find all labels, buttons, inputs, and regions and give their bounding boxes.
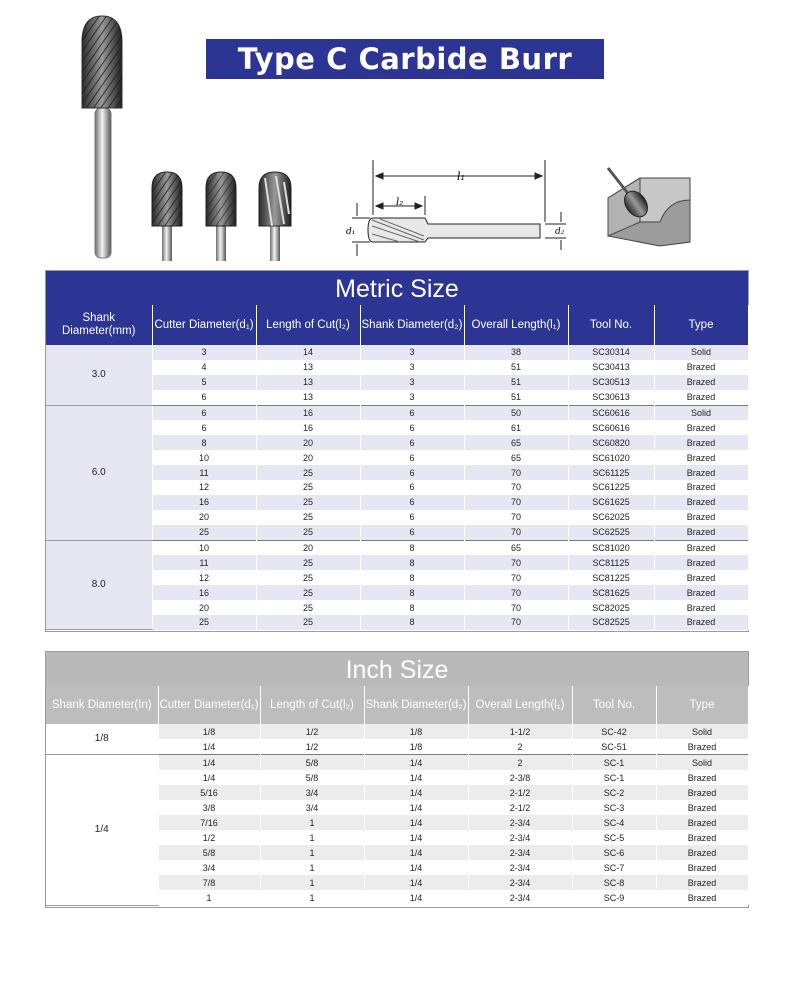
table-cell: 2-3/4 bbox=[468, 875, 572, 890]
table-cell: 25 bbox=[256, 495, 360, 510]
table-cell: 1 bbox=[260, 860, 364, 875]
table-cell: 6 bbox=[360, 480, 464, 495]
table-cell: 3/4 bbox=[260, 800, 364, 815]
table-row bbox=[46, 465, 748, 480]
table-cell: SC61225 bbox=[568, 480, 654, 495]
table-cell: 6 bbox=[152, 390, 256, 405]
table-row bbox=[46, 450, 748, 465]
table-cell: 6 bbox=[360, 465, 464, 480]
table-cell: 12 bbox=[152, 480, 256, 495]
table-cell: 1 bbox=[260, 830, 364, 845]
table-cell: 2-3/4 bbox=[468, 845, 572, 860]
table-cell: SC60820 bbox=[568, 435, 654, 450]
metric-table-title: Metric Size bbox=[46, 271, 748, 305]
table-cell: Brazed bbox=[654, 525, 748, 540]
table-cell: 50 bbox=[464, 405, 568, 420]
table-cell: 8 bbox=[360, 570, 464, 585]
table-cell: 2-1/2 bbox=[468, 785, 572, 800]
table-cell: 70 bbox=[464, 495, 568, 510]
table-cell: 25 bbox=[256, 465, 360, 480]
inch-header-6: Type bbox=[656, 686, 748, 724]
table-cell: 13 bbox=[256, 375, 360, 390]
page-title: Type C Carbide Burr bbox=[206, 39, 604, 79]
table-cell: 2-3/4 bbox=[468, 830, 572, 845]
shank-group-cell: 1/8 bbox=[46, 724, 158, 755]
table-cell: 1/2 bbox=[260, 739, 364, 755]
metric-header-5: Tool No. bbox=[568, 305, 654, 345]
table-cell: 70 bbox=[464, 570, 568, 585]
inch-size-table bbox=[45, 651, 749, 908]
table-cell: 8 bbox=[360, 540, 464, 555]
table-row bbox=[46, 345, 748, 360]
table-cell: 1 bbox=[260, 890, 364, 905]
table-cell: Brazed bbox=[654, 585, 748, 600]
table-cell: 25 bbox=[152, 615, 256, 630]
table-cell: 1 bbox=[260, 875, 364, 890]
table-cell: Brazed bbox=[654, 435, 748, 450]
table-cell: SC81125 bbox=[568, 555, 654, 570]
table-cell: SC62025 bbox=[568, 510, 654, 525]
table-row bbox=[46, 555, 748, 570]
table-cell: Brazed bbox=[654, 570, 748, 585]
shank-group-cell: 8.0 bbox=[46, 540, 152, 630]
table-row bbox=[46, 375, 748, 390]
table-cell: 1/4 bbox=[364, 830, 468, 845]
table-cell: 1/4 bbox=[364, 845, 468, 860]
table-row bbox=[46, 435, 748, 450]
table-cell: 1/4 bbox=[158, 755, 260, 771]
metric-header-6: Type bbox=[654, 305, 748, 345]
table-cell: 8 bbox=[360, 615, 464, 630]
table-cell: SC-6 bbox=[572, 845, 656, 860]
table-cell: Brazed bbox=[654, 420, 748, 435]
table-cell: 3 bbox=[360, 390, 464, 405]
metric-size-table bbox=[45, 270, 749, 632]
table-cell: 51 bbox=[464, 360, 568, 375]
table-cell: 5 bbox=[152, 375, 256, 390]
table-row bbox=[46, 405, 748, 420]
table-row bbox=[46, 585, 748, 600]
table-row bbox=[46, 570, 748, 585]
label-l2: l₂ bbox=[396, 197, 404, 208]
table-cell: Brazed bbox=[654, 615, 748, 630]
table-cell: 1/4 bbox=[364, 875, 468, 890]
table-cell: 1/4 bbox=[364, 890, 468, 905]
table-row bbox=[46, 420, 748, 435]
table-cell: Brazed bbox=[654, 480, 748, 495]
table-cell: SC30413 bbox=[568, 360, 654, 375]
table-cell: SC-5 bbox=[572, 830, 656, 845]
table-cell: 61 bbox=[464, 420, 568, 435]
table-cell: SC-4 bbox=[572, 815, 656, 830]
table-row bbox=[46, 600, 748, 615]
inch-header-1: Cutter Diameter(d₁) bbox=[158, 686, 260, 724]
table-cell: 8 bbox=[152, 435, 256, 450]
table-row bbox=[46, 495, 748, 510]
table-cell: 70 bbox=[464, 465, 568, 480]
table-cell: SC30314 bbox=[568, 345, 654, 360]
table-cell: 1/4 bbox=[364, 800, 468, 815]
table-cell: 6 bbox=[360, 435, 464, 450]
table-row bbox=[46, 480, 748, 495]
table-cell: SC-1 bbox=[572, 770, 656, 785]
table-cell: Brazed bbox=[654, 465, 748, 480]
table-cell: 3 bbox=[360, 345, 464, 360]
table-cell: 38 bbox=[464, 345, 568, 360]
inch-header-3: Shank Diameter(d₂) bbox=[364, 686, 468, 724]
table-cell: 51 bbox=[464, 375, 568, 390]
table-cell: 6 bbox=[360, 495, 464, 510]
table-cell: Brazed bbox=[654, 450, 748, 465]
table-cell: SC81020 bbox=[568, 540, 654, 555]
table-cell: 1 bbox=[260, 845, 364, 860]
table-cell: 20 bbox=[256, 450, 360, 465]
table-cell: 8 bbox=[360, 585, 464, 600]
table-cell: 25 bbox=[256, 480, 360, 495]
table-cell: SC82525 bbox=[568, 615, 654, 630]
table-row bbox=[46, 510, 748, 525]
metric-header-2: Length of Cut(l₂) bbox=[256, 305, 360, 345]
table-cell: 6 bbox=[152, 405, 256, 420]
table-cell: Brazed bbox=[656, 770, 748, 785]
table-cell: SC-42 bbox=[572, 724, 656, 739]
table-cell: 3 bbox=[360, 360, 464, 375]
table-cell: 5/8 bbox=[260, 770, 364, 785]
table-cell: 10 bbox=[152, 450, 256, 465]
table-cell: Brazed bbox=[654, 495, 748, 510]
table-cell: Brazed bbox=[656, 875, 748, 890]
table-cell: 1/4 bbox=[158, 770, 260, 785]
table-cell: SC62525 bbox=[568, 525, 654, 540]
table-row bbox=[46, 615, 748, 630]
table-cell: Solid bbox=[654, 405, 748, 420]
table-cell: 6 bbox=[360, 405, 464, 420]
table-cell: 6 bbox=[360, 450, 464, 465]
table-cell: SC-3 bbox=[572, 800, 656, 815]
table-cell: 1/8 bbox=[158, 724, 260, 739]
table-cell: Solid bbox=[656, 755, 748, 771]
table-cell: 25 bbox=[256, 555, 360, 570]
table-row bbox=[46, 724, 748, 739]
table-cell: 1/4 bbox=[364, 755, 468, 771]
table-cell: SC82025 bbox=[568, 600, 654, 615]
table-cell: SC-51 bbox=[572, 739, 656, 755]
table-cell: 20 bbox=[256, 540, 360, 555]
label-d2: d₂ bbox=[555, 227, 565, 237]
table-row bbox=[46, 390, 748, 405]
table-cell: SC60616 bbox=[568, 420, 654, 435]
table-cell: Solid bbox=[654, 345, 748, 360]
table-cell: 6 bbox=[152, 420, 256, 435]
table-cell: Brazed bbox=[654, 600, 748, 615]
table-cell: 70 bbox=[464, 600, 568, 615]
table-cell: SC-2 bbox=[572, 785, 656, 800]
table-cell: 65 bbox=[464, 435, 568, 450]
table-cell: Brazed bbox=[656, 830, 748, 845]
table-cell: 16 bbox=[152, 585, 256, 600]
table-row bbox=[46, 755, 748, 771]
table-cell: 5/16 bbox=[158, 785, 260, 800]
shank-group-cell: 3.0 bbox=[46, 345, 152, 405]
table-cell: 1/8 bbox=[364, 724, 468, 739]
table-cell: 6 bbox=[360, 420, 464, 435]
table-row bbox=[46, 525, 748, 540]
table-cell: 13 bbox=[256, 390, 360, 405]
table-cell: 2-3/4 bbox=[468, 815, 572, 830]
table-cell: SC30513 bbox=[568, 375, 654, 390]
metric-header-4: Overall Length(l₁) bbox=[464, 305, 568, 345]
metric-header-0: Shank Diameter(mm) bbox=[46, 305, 152, 345]
table-cell: SC30613 bbox=[568, 390, 654, 405]
table-cell: 1-1/2 bbox=[468, 724, 572, 739]
table-cell: Brazed bbox=[656, 890, 748, 905]
table-cell: 70 bbox=[464, 480, 568, 495]
table-cell: 70 bbox=[464, 615, 568, 630]
table-cell: 25 bbox=[256, 585, 360, 600]
table-cell: 1/2 bbox=[158, 830, 260, 845]
table-cell: 1/4 bbox=[364, 815, 468, 830]
table-cell: Brazed bbox=[654, 540, 748, 555]
table-cell: 70 bbox=[464, 525, 568, 540]
shank-group-cell: 6.0 bbox=[46, 405, 152, 540]
table-cell: 70 bbox=[464, 510, 568, 525]
table-cell: SC60616 bbox=[568, 405, 654, 420]
table-cell: 12 bbox=[152, 570, 256, 585]
table-cell: 3/4 bbox=[260, 785, 364, 800]
table-cell: 3 bbox=[152, 345, 256, 360]
table-cell: 13 bbox=[256, 360, 360, 375]
table-cell: 70 bbox=[464, 555, 568, 570]
inch-header-0: Shank Diameter(In) bbox=[46, 686, 158, 724]
table-cell: Brazed bbox=[656, 860, 748, 875]
table-cell: SC61125 bbox=[568, 465, 654, 480]
table-cell: 1 bbox=[158, 890, 260, 905]
table-cell: 1/8 bbox=[364, 739, 468, 755]
table-cell: 25 bbox=[152, 525, 256, 540]
table-cell: 6 bbox=[360, 525, 464, 540]
table-cell: 20 bbox=[256, 435, 360, 450]
table-cell: 8 bbox=[360, 600, 464, 615]
table-cell: 51 bbox=[464, 390, 568, 405]
table-cell: 5/8 bbox=[260, 755, 364, 771]
table-cell: 11 bbox=[152, 465, 256, 480]
table-row bbox=[46, 360, 748, 375]
table-cell: Brazed bbox=[654, 360, 748, 375]
table-cell: Brazed bbox=[654, 375, 748, 390]
table-cell: 5/8 bbox=[158, 845, 260, 860]
table-cell: SC81225 bbox=[568, 570, 654, 585]
table-cell: 4 bbox=[152, 360, 256, 375]
table-cell: Brazed bbox=[656, 785, 748, 800]
table-cell: Brazed bbox=[654, 390, 748, 405]
table-cell: 65 bbox=[464, 450, 568, 465]
label-d1: d₁ bbox=[346, 227, 356, 237]
table-cell: Brazed bbox=[656, 815, 748, 830]
table-cell: 1/4 bbox=[364, 785, 468, 800]
table-cell: 2 bbox=[468, 755, 572, 771]
table-cell: SC-8 bbox=[572, 875, 656, 890]
table-row bbox=[46, 540, 748, 555]
table-cell: 1/2 bbox=[260, 724, 364, 739]
table-cell: 11 bbox=[152, 555, 256, 570]
metric-header-3: Shank Diameter(d₂) bbox=[360, 305, 464, 345]
table-cell: 14 bbox=[256, 345, 360, 360]
table-cell: 25 bbox=[256, 600, 360, 615]
table-cell: Brazed bbox=[656, 800, 748, 815]
table-cell: 16 bbox=[256, 420, 360, 435]
table-cell: Brazed bbox=[654, 555, 748, 570]
table-cell: SC61020 bbox=[568, 450, 654, 465]
table-cell: 10 bbox=[152, 540, 256, 555]
label-l1: l₁ bbox=[457, 170, 465, 183]
workpiece-illustration bbox=[608, 168, 690, 246]
table-cell: 1/4 bbox=[364, 860, 468, 875]
inch-header-4: Overall Length(l₁) bbox=[468, 686, 572, 724]
table-cell: SC-1 bbox=[572, 755, 656, 771]
table-cell: 2-1/2 bbox=[468, 800, 572, 815]
inch-header-5: Tool No. bbox=[572, 686, 656, 724]
table-cell: 16 bbox=[256, 405, 360, 420]
table-cell: 16 bbox=[152, 495, 256, 510]
table-cell: 25 bbox=[256, 615, 360, 630]
table-cell: 65 bbox=[464, 540, 568, 555]
table-cell: 25 bbox=[256, 525, 360, 540]
table-cell: 3/8 bbox=[158, 800, 260, 815]
large-burr-image bbox=[82, 16, 122, 258]
table-cell: 2-3/4 bbox=[468, 890, 572, 905]
table-cell: 25 bbox=[256, 510, 360, 525]
table-cell: SC-7 bbox=[572, 860, 656, 875]
table-cell: 7/8 bbox=[158, 875, 260, 890]
table-cell: 2-3/4 bbox=[468, 860, 572, 875]
table-cell: 20 bbox=[152, 600, 256, 615]
table-cell: Solid bbox=[656, 724, 748, 739]
metric-table bbox=[46, 305, 749, 630]
inch-table-title: Inch Size bbox=[46, 652, 748, 686]
table-cell: Brazed bbox=[654, 510, 748, 525]
inch-header-2: Length of Cut(l₂) bbox=[260, 686, 364, 724]
table-cell: 1/4 bbox=[158, 739, 260, 755]
table-cell: 2-3/8 bbox=[468, 770, 572, 785]
table-cell: 3 bbox=[360, 375, 464, 390]
table-cell: 8 bbox=[360, 555, 464, 570]
table-cell: 70 bbox=[464, 585, 568, 600]
table-cell: SC61625 bbox=[568, 495, 654, 510]
table-cell: Brazed bbox=[656, 739, 748, 755]
table-cell: 1/4 bbox=[364, 770, 468, 785]
table-cell: Brazed bbox=[656, 845, 748, 860]
table-cell: 20 bbox=[152, 510, 256, 525]
table-cell: 2 bbox=[468, 739, 572, 755]
small-burrs-image bbox=[152, 172, 291, 261]
table-cell: SC81625 bbox=[568, 585, 654, 600]
table-cell: 3/4 bbox=[158, 860, 260, 875]
table-cell: 7/16 bbox=[158, 815, 260, 830]
table-cell: 1 bbox=[260, 815, 364, 830]
inch-table bbox=[46, 686, 749, 906]
table-cell: 25 bbox=[256, 570, 360, 585]
table-cell: 6 bbox=[360, 510, 464, 525]
shank-group-cell: 1/4 bbox=[46, 755, 158, 906]
metric-header-1: Cutter Diameter(d₁) bbox=[152, 305, 256, 345]
table-cell: SC-9 bbox=[572, 890, 656, 905]
